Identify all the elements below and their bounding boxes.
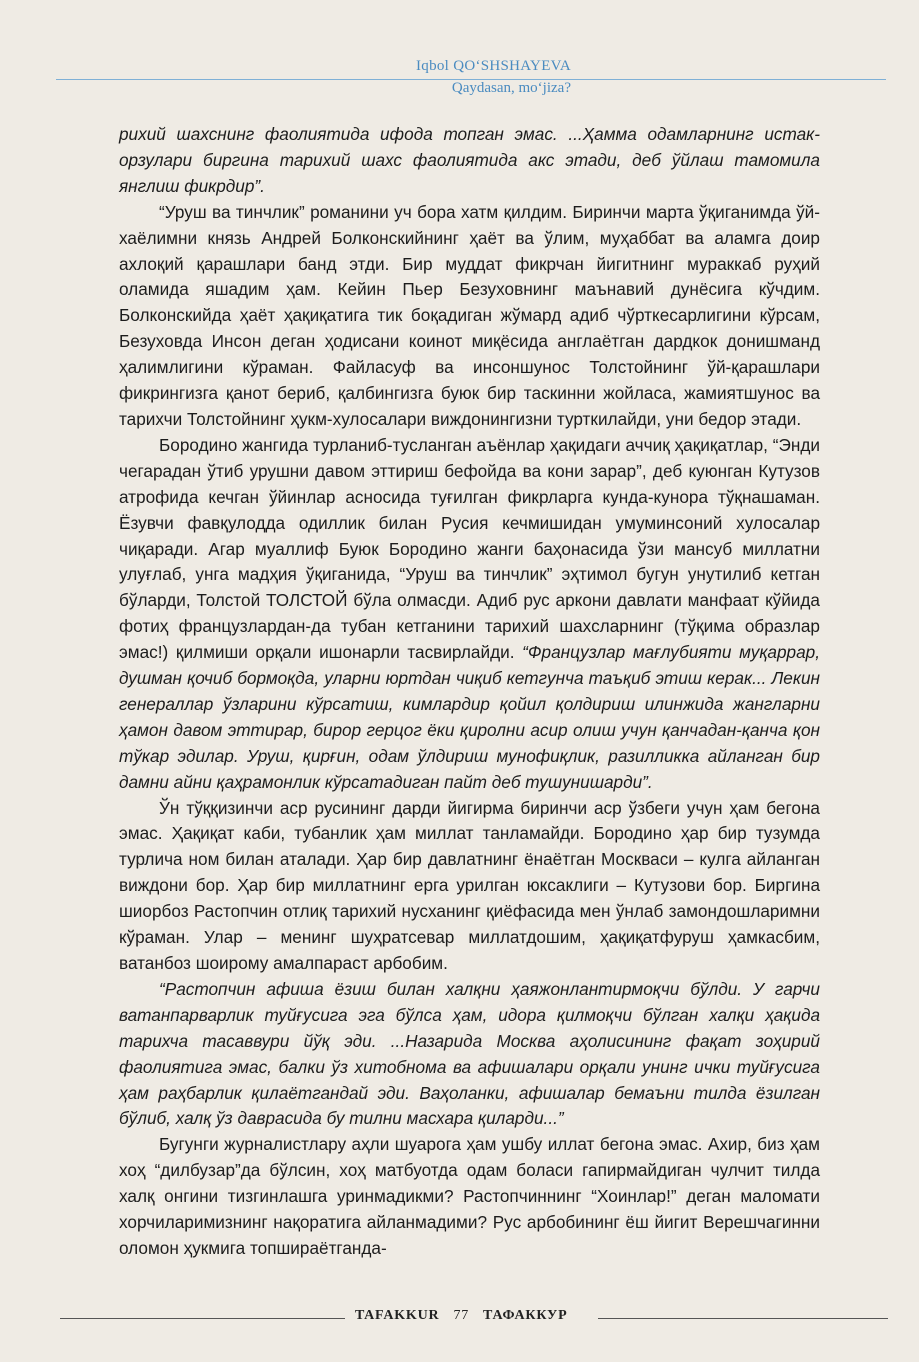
paragraph-5	[119, 977, 820, 1132]
paragraph-1-text: рихий шахснинг фаолиятида ифода топган эмас. ...Ҳамма одамларнинг истак-орзулари биргина тарихий шахс фаолиятида акс этади, деб ўйлаш тамомила янглиш фикрдир”.	[119, 124, 820, 196]
footer-right-label: ТАФАККУР	[483, 1308, 568, 1323]
paragraph-2	[119, 200, 820, 433]
paragraph-3-quote: “Французлар мағлубияти муқаррар, душман қочиб бормоқда, уларни юртдан чиқиб кетгунча таъқиб этиш керак... Лекин генераллар ўзларини кўрсатиш, кимлардир қойил қолдириш илинжида жангларни ҳамон давом эттирар, бирор герцог ёки қиролни асир олиш учун қанчадан-қанча қон тўкар эдилар. Уруш, қирғин, одам ўлдириш мунофиқлик, разилликка айланган бир дамни айни қаҳрамонлик кўрсатадиган пайт деб тушунишарди”.	[119, 642, 820, 792]
paragraph-4-text: Ўн тўққизинчи аср русининг дарди йигирма биринчи аср ўзбеги учун ҳам бегона эмас. Ҳақиқат каби, тубанлик ҳам миллат танламайди. Бородино ҳар бир тузумда турлича ном билан аталади. Ҳар бир давлатнинг ёнаётган Москваси – кулга айланган виждони бор. Ҳар бир миллатнинг ерга урилган юксаклиги – Кутузови бор. Биргина шиорбоз Растопчин отлиқ тарихий нусханинг қиёфасида мен ўнлаб замондошларимни кўраман. Улар – менинг шуҳратсевар миллатдошим, ҳақиқатфуруш ҳамкасбим, ватанбоз шоирому амалпараст арбобим.	[119, 797, 820, 973]
footer-text	[355, 1308, 567, 1324]
paragraph-5-quote: “Растопчин афиша ёзиш билан халқни ҳаяжонлантирмоқчи бўлди. У гарчи ватанпарварлик туйғусига эга бўлса ҳам, идора қилмоқчи бўлган халқи ҳақида тарихча тасаввури йўқ эди. ...Назарида Москва аҳолисининг фақат зоҳирий фаолиятига эмас, балки ўз хитобнома ва афишалари орқали унинг ички туйғусига ҳам раҳбарлик қилаётгандай эди. Ваҳоланки, афишалар бемаъни тилда ёзилган бўлиб, халқ ўз даврасида бу тилни масхара қиларди...”	[119, 978, 820, 1129]
body-text	[119, 122, 820, 1262]
paragraph-1	[119, 122, 820, 200]
paragraph-6	[119, 1132, 820, 1262]
running-footer	[0, 1308, 919, 1328]
header-title: Qaydasan, mo‘jiza?	[451, 80, 571, 96]
page-number: 77	[453, 1308, 470, 1323]
footer-rule-right	[598, 1318, 888, 1319]
paragraph-4	[119, 796, 820, 977]
paragraph-3	[119, 433, 820, 796]
paragraph-6-text: Бугунги журналистлару аҳли шуарога ҳам ушбу иллат бегона эмас. Ахир, биз ҳам хоҳ “дилбузар”да бўлсин, хоҳ матбуотда одам боласи гапирмайдиган чулчит тилда халқ онгини тизгинлашга уринмадикми? Растопчиннинг “Хоинлар!” деган маломати хорчиларимизнинг нақоратига айланмадими? Рус арбобининг ёш йигит Верешчагинни оломон ҳукмига топшираётганда-	[119, 1134, 820, 1258]
footer-left-label: TAFAKKUR	[355, 1308, 440, 1323]
paragraph-3-text: Бородино жангида турланиб-тусланган аъёнлар ҳақидаги аччиқ ҳақиқатлар, “Энди чегарадан ўтиб урушни давом эттириш бефойда ва кони зарар”, деб куюнган Кутузов атрофида кечган ўйинлар асносида туғилган фикрларга кунда-кунора тўқнашаман. Ёзувчи фавқулодда одиллик билан Русия кечмишидан умуминсоний хулосалар чиқаради. Агар муаллиф Буюк Бородино жанги баҳонасида ўзи мансуб миллатни улуғлаб, унга мадҳия ўқиганида, “Уруш ва тинчлик” эҳтимол бугун унутилиб кетган бўларди, Толстой ТОЛСТОЙ бўла олмасди. Адиб рус аркони давлати манфаат кўйида фотиҳ французлардан-да тубан кетганини тарихий шахсларнинг (тўқима образлар эмас!) қилмиши орқали ишонарли тасвирлайди.	[119, 434, 820, 663]
footer-rule-left	[60, 1318, 345, 1319]
paragraph-2-text: “Уруш ва тинчлик” романини уч бора хатм қилдим. Биринчи марта ўқиганимда ўй-хаёлимни князь Андрей Болконскийнинг ҳаёт ва ўлим, муҳаббат ва аламга доир ахлоқий қарашлари банд этди. Бир муддат фикрчан йигитнинг мураккаб руҳий оламида яшадим ҳам. Кейин Пьер Безуховнинг маънавий дунёсига кўчдим. Болконскийда ҳаёт ҳақиқатига тик боқадиган жўмард адиб чўрткесарлигини кўрсам, Безуховда Инсон деган ҳодисани коинот миқёсида англаётган дардкок донишманд ҳалимлигини кўраман. Файласуф ва инсоншунос Толстойнинг ўй-қарашлари фикрингизга қанот бериб, қалбингизга буюк бир тaскинни жойласа, жамиятшунос ва тарихчи Толстойнинг ҳукм-хулосалари виждонингизни турткилайди, уни бедор этади.	[119, 201, 820, 429]
header-author: Iqbol QO‘SHSHAYEVA	[415, 58, 571, 74]
